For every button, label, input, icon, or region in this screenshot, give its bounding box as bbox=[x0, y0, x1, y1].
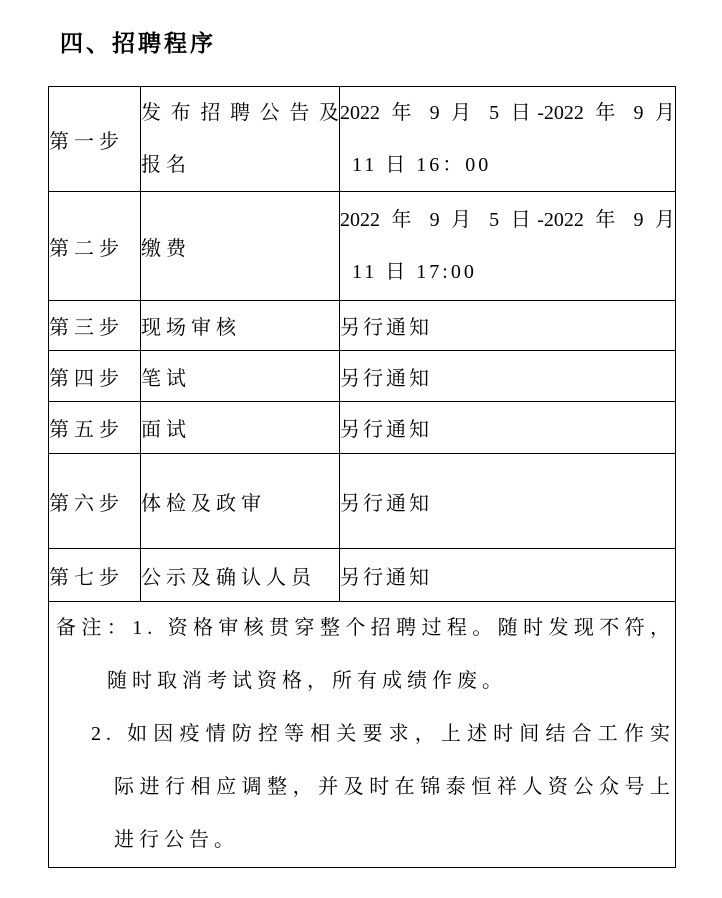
notes-row bbox=[49, 602, 676, 868]
step-cell: 第一步 bbox=[49, 87, 141, 192]
task-line: 发布招聘公告及 bbox=[141, 102, 339, 124]
time-line: 2022 年 9 月 5 日-2022 年 9 月 bbox=[340, 102, 675, 124]
step-cell: 第七步 bbox=[49, 549, 141, 602]
time-cell: 另行通知 bbox=[340, 301, 676, 351]
table-row bbox=[49, 87, 676, 192]
table-row bbox=[49, 454, 676, 549]
step-cell: 第三步 bbox=[49, 301, 141, 351]
note-item bbox=[49, 708, 675, 867]
task-cell: 公示及确认人员 bbox=[141, 549, 340, 602]
table-row bbox=[49, 351, 676, 402]
step-cell: 第六步 bbox=[49, 454, 141, 549]
task-cell: 体检及政审 bbox=[141, 454, 340, 549]
table-row bbox=[49, 192, 676, 301]
step-cell: 第五步 bbox=[49, 402, 141, 454]
time-line: 11 日 16：00 bbox=[352, 154, 492, 176]
task-cell bbox=[141, 87, 340, 192]
note-number: 1. bbox=[132, 617, 168, 639]
task-cell: 面试 bbox=[141, 402, 340, 454]
time-cell bbox=[340, 87, 676, 192]
note-item bbox=[49, 602, 675, 708]
time-line: 2022 年 9 月 5 日-2022 年 9 月 bbox=[340, 209, 675, 231]
time-cell: 另行通知 bbox=[340, 549, 676, 602]
note-number: 2. bbox=[91, 723, 128, 745]
table-row bbox=[49, 402, 676, 454]
time-cell bbox=[340, 192, 676, 301]
notes-label: 备注： bbox=[56, 617, 133, 639]
table-row bbox=[49, 301, 676, 351]
notes-cell bbox=[49, 602, 676, 868]
recruitment-steps-table bbox=[48, 86, 676, 868]
page-title: 四、招聘程序 bbox=[60, 31, 216, 56]
step-cell: 第二步 bbox=[49, 192, 141, 301]
time-cell: 另行通知 bbox=[340, 402, 676, 454]
task-line: 报名 bbox=[141, 154, 191, 176]
step-cell: 第四步 bbox=[49, 351, 141, 402]
time-line: 11 日 17:00 bbox=[352, 261, 477, 283]
note-text: 资格审核贯穿整个招聘过程。随时发现不符，随时取消考试资格，所有成绩作废。 bbox=[107, 617, 676, 692]
task-cell: 缴费 bbox=[141, 192, 340, 301]
time-cell: 另行通知 bbox=[340, 351, 676, 402]
note-text: 如因疫情防控等相关要求，上述时间结合工作实际进行相应调整，并及时在锦泰恒祥人资公众号上进行公告。 bbox=[114, 723, 676, 851]
table-row bbox=[49, 549, 676, 602]
task-cell: 现场审核 bbox=[141, 301, 340, 351]
time-cell: 另行通知 bbox=[340, 454, 676, 549]
task-cell: 笔试 bbox=[141, 351, 340, 402]
